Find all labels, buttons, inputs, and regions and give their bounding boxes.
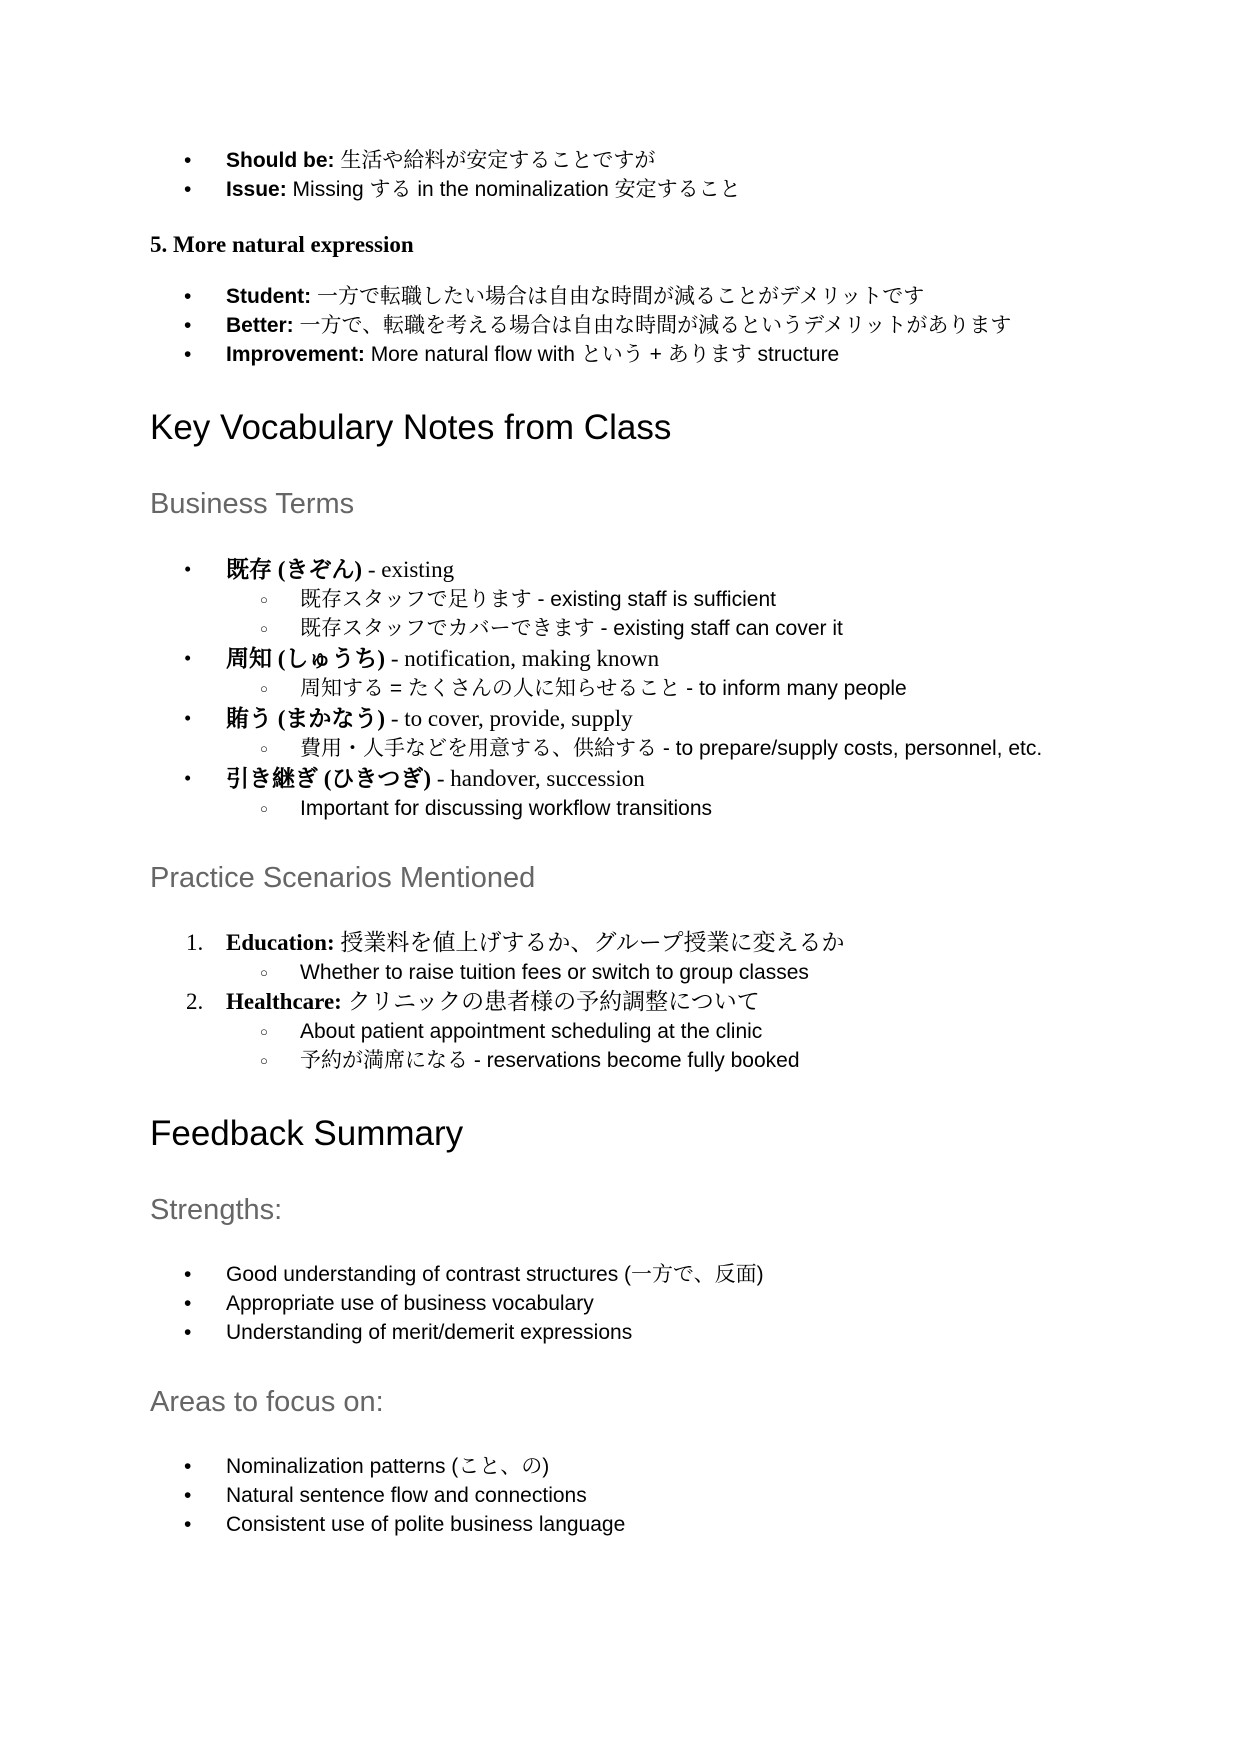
feedback-heading: Feedback Summary [150, 1114, 464, 1153]
scenario-item [150, 987, 1110, 1017]
item-text: 生活や給料が安定することですが [334, 149, 656, 172]
scenario-note: ○ Whether to raise tuition fees or switch to group classes [150, 958, 1110, 987]
list-item [150, 175, 1110, 204]
scenarios-heading: Practice Scenarios Mentioned [150, 862, 536, 894]
item-label: Issue: [226, 178, 287, 201]
list-item [150, 311, 1110, 340]
term-item [150, 703, 1110, 734]
term-example: ○ Important for discussing workflow transitions [150, 794, 1110, 823]
term-word: 賄う (まかなう) [226, 706, 386, 731]
scenario-number: 2. [186, 989, 204, 1014]
scenario-item [150, 928, 1110, 958]
list-item [150, 146, 1110, 175]
vocab-heading: Key Vocabulary Notes from Class [150, 408, 672, 447]
business-terms-heading: Business Terms [150, 488, 355, 520]
term-word: 周知 (しゅうち) [226, 646, 386, 671]
item-label: Improvement: [226, 343, 365, 366]
item-text: 一方で転職したい場合は自由な時間が減ることがデメリットです [311, 285, 925, 308]
list-item: • Understanding of merit/demerit expressions [150, 1318, 1110, 1347]
item-text: More natural flow with という + あります structure [364, 343, 840, 366]
term-meaning: - handover, succession [431, 766, 645, 791]
item-text: 一方で、転職を考える場合は自由な時間が減るというデメリットがあります [293, 314, 1012, 337]
scenario-text: 授業料を値上げするか、グループ授業に変えるか [334, 930, 845, 955]
term-meaning: - notification, making known [385, 646, 660, 671]
scenarios-list [150, 928, 1110, 1075]
item-label: Student: [226, 285, 312, 308]
list-item [150, 282, 1110, 311]
term-example: ○ 費用・人手などを用意する、供給する - to prepare/supply costs, personnel, etc. [150, 734, 1110, 763]
term-word: 既存 (きぞん) [226, 557, 363, 582]
document-content [150, 146, 1110, 1539]
strengths-list [150, 1260, 1110, 1347]
scenario-label: Healthcare: [226, 989, 342, 1014]
term-example: ○ 既存スタッフで足ります - existing staff is sufficient [150, 585, 1110, 614]
term-item [150, 763, 1110, 794]
term-item [150, 554, 1110, 585]
term-meaning: - existing [362, 557, 455, 582]
term-item [150, 643, 1110, 674]
term-word: 引き継ぎ (ひきつぎ) [226, 766, 432, 791]
item-label: Better: [226, 314, 294, 337]
expression-list [150, 282, 1110, 369]
list-item: • Good understanding of contrast structures (一方で、反面) [150, 1260, 1110, 1289]
scenario-text: クリニックの患者様の予約調整について [341, 989, 760, 1014]
intro-list [150, 146, 1110, 204]
list-item: • Nominalization patterns (こと、の) [150, 1452, 1110, 1481]
term-example: ○ 周知する = たくさんの人に知らせること - to inform many people [150, 674, 1110, 703]
term-meaning: - to cover, provide, supply [385, 706, 633, 731]
term-example: ○ 既存スタッフでカバーできます - existing staff can cover it [150, 614, 1110, 643]
section-heading: 5. More natural expression [150, 232, 414, 257]
strengths-heading: Strengths: [150, 1194, 283, 1226]
scenario-note: ○ 予約が満席になる - reservations become fully booked [150, 1046, 1110, 1075]
focus-heading: Areas to focus on: [150, 1386, 384, 1418]
list-item [150, 340, 1110, 369]
scenario-label: Education: [226, 930, 335, 955]
item-text: Missing する in the nominalization 安定すること [286, 178, 741, 201]
focus-list [150, 1452, 1110, 1539]
list-item: • Appropriate use of business vocabulary [150, 1289, 1110, 1318]
list-item: • Natural sentence flow and connections [150, 1481, 1110, 1510]
scenario-note: ○ About patient appointment scheduling at the clinic [150, 1017, 1110, 1046]
item-label: Should be: [226, 149, 335, 172]
scenario-number: 1. [186, 930, 204, 955]
business-terms-list [150, 554, 1110, 823]
list-item: • Consistent use of polite business language [150, 1510, 1110, 1539]
